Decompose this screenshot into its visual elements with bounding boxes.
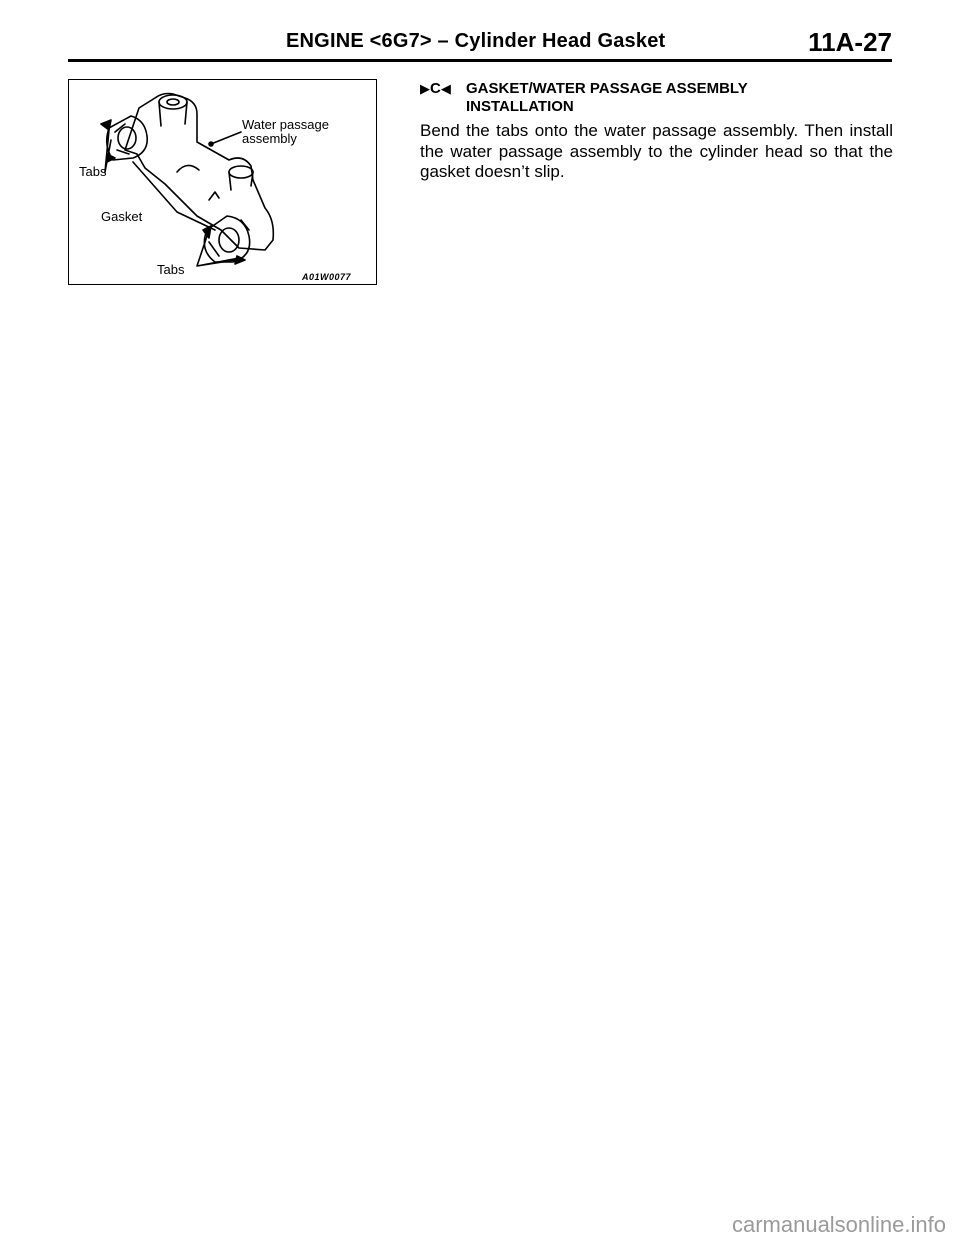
figure-code: A01W0077 [302,272,352,282]
water-passage-label [242,118,329,146]
triangle-right-icon: ▶ [420,81,430,96]
tabs-upper-label: Tabs [79,164,107,179]
header-divider [68,59,892,62]
section-marker-letter: C [430,80,441,97]
triangle-left-icon: ◀ [440,81,451,96]
page-title: ENGINE <6G7> – Cylinder Head Gasket [286,30,666,52]
footer-watermark: carmanualsonline.info [731,1212,946,1237]
section-marker [420,80,451,98]
water-passage-illustration [68,79,377,285]
water-passage-label-line1: Water passage [242,117,329,132]
section-title: GASKET/WATER PASSAGE ASSEMBLY INSTALLATION [466,80,748,115]
page-number: 11A-27 [808,27,892,57]
section-heading [420,80,900,116]
water-passage-label-line2: assembly [242,131,297,146]
instruction-paragraph: Bend the tabs onto the water passage assembly. Then install the water passage assembly to the cylinder head so that the gasket doesn’t slip. [420,121,893,181]
gasket-label: Gasket [101,209,143,224]
water-passage-drawing [69,80,377,285]
tabs-lower-label: Tabs [157,262,185,277]
